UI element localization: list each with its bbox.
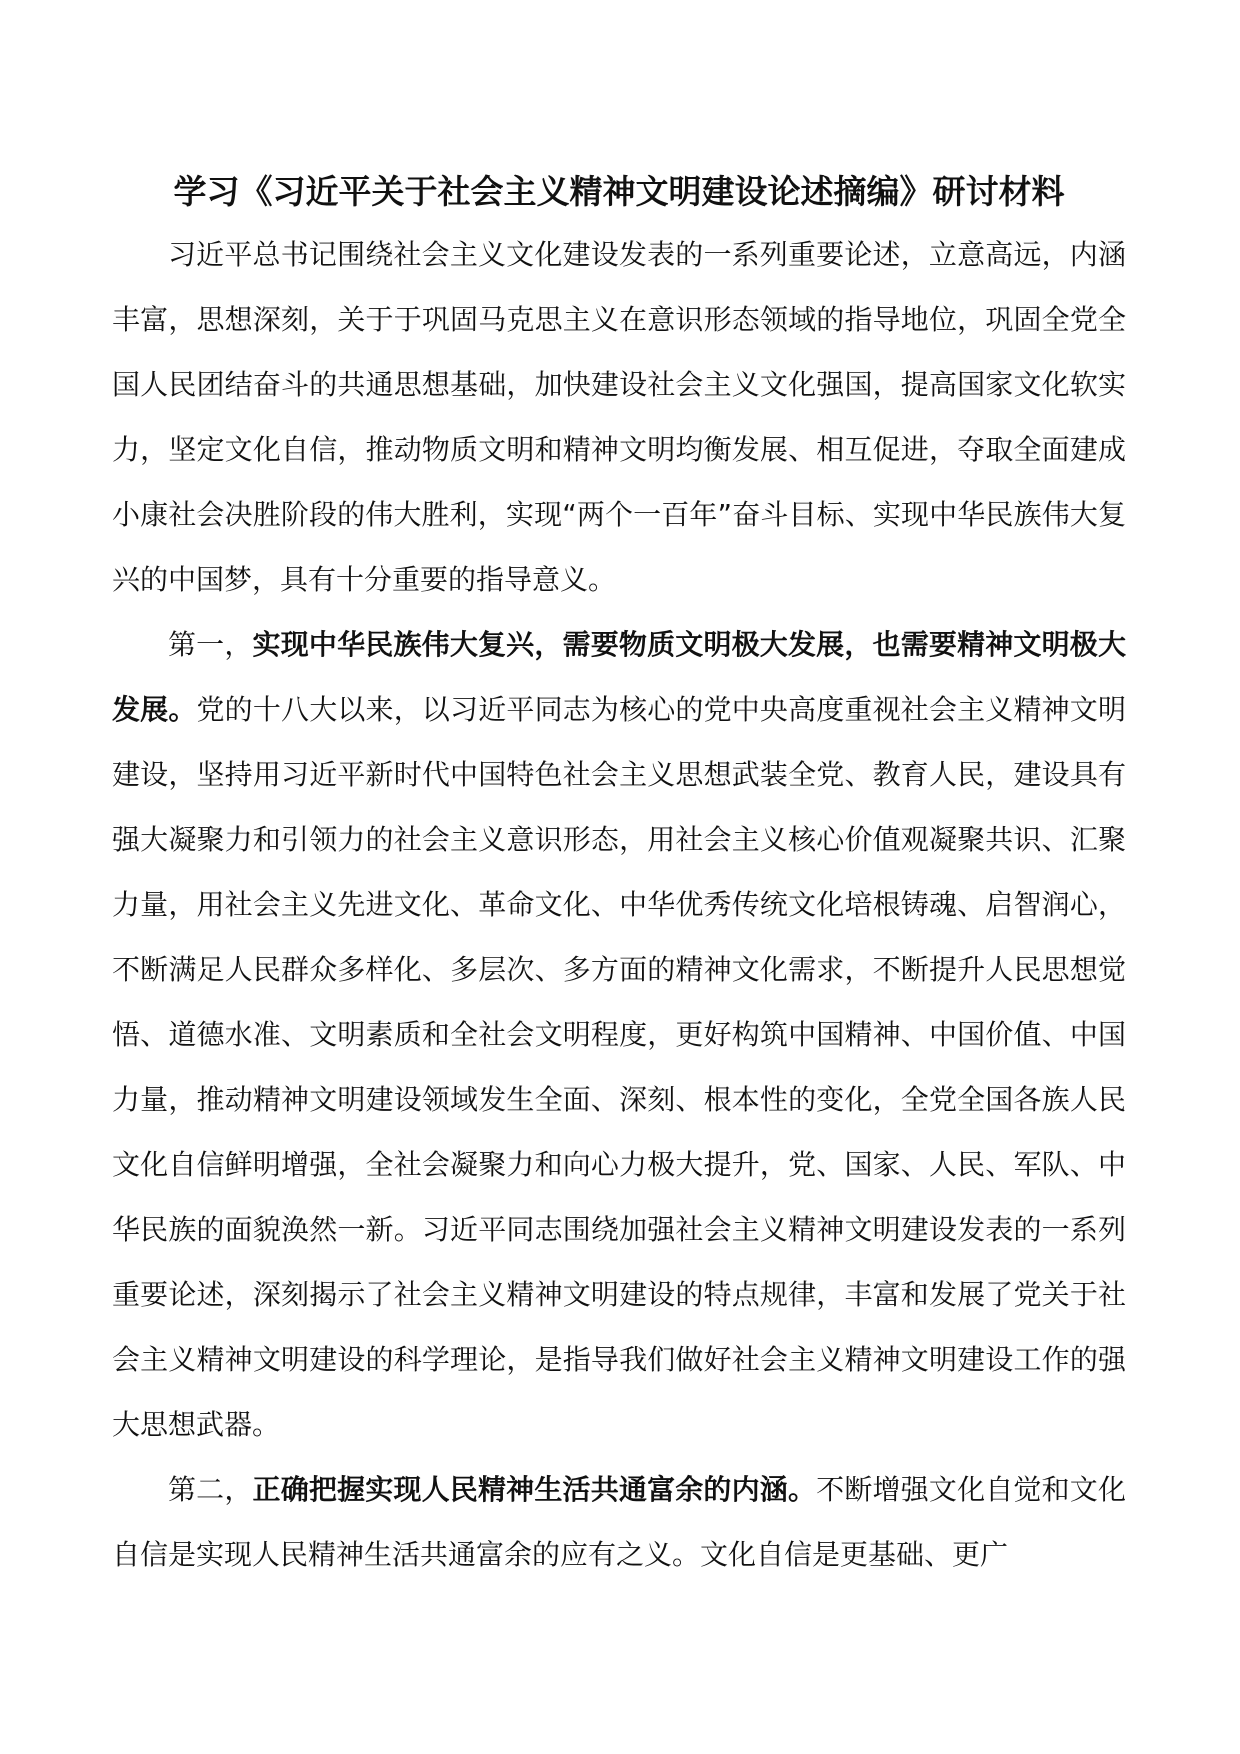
paragraph-text: 党的十八大以来，以习近平同志为核心的党中央高度重视社会主义精神文明建设，坚持用习近平新时代中国特色社会主义思想武装全党、教育人民，建设具有强大凝聚力和引领力的社会主义意识形态，用社会主义核心价值观凝聚共识、汇聚力量，用社会主义先进文化、革命文化、中华优秀传统文化培根铸魂、启智润心，不断满足人民群众多样化、多层次、多方面的精神文化需求，不断提升人民思想觉悟、道德水准、文明素质和全社会文明程度，更好构筑中国精神、中国价值、中国力量，推动精神文明建设领域发生全面、深刻、根本性的变化，全党全国各族人民文化自信鲜明增强，全社会凝聚力和向心力极大提升，党、国家、人民、军队、中华民族的面貌涣然一新。习近平同志围绕加强社会主义精神文明建设发表的一系列重要论述，深刻揭示了社会主义精神文明建设的特点规律，丰富和发展了党关于社会主义精神文明建设的科学理论，是指导我们做好社会主义精神文明建设工作的强大思想武器。 [112,693,1126,1441]
paragraph-first [112,612,1126,1457]
paragraph-second [112,1457,1126,1587]
document-title: 学习《习近平关于社会主义精神文明建设论述摘编》研讨材料 [173,172,1065,211]
paragraph-text: 不断增强文化自觉和文化自信是实现人民精神生活共通富余的应有之义。文化自信是更基础、更广 [112,1473,1126,1571]
paragraph-intro [112,222,1126,612]
paragraph-prefix: 第一， [168,628,253,661]
paragraph-text: 习近平总书记围绕社会主义文化建设发表的一系列重要论述，立意高远，内涵丰富，思想深刻，关于于巩固马克思主义在意识形态领域的指导地位，巩固全党全国人民团结奋斗的共通思想基础，加快建设社会主义文化强国，提高国家文化软实力，坚定文化自信，推动物质文明和精神文明均衡发展、相互促进，夺取全面建成小康社会决胜阶段的伟大胜利，实现“两个一百年”奋斗目标、实现中华民族伟大复兴的中国梦，具有十分重要的指导意义。 [112,238,1126,596]
document-body [112,170,1126,1587]
paragraph-prefix: 第二， [168,1473,253,1506]
paragraph-lead: 实现中华民族伟大复兴，需要物质文明极大发展，也需要精神文明极大发展。 [112,628,1126,726]
paragraph-lead: 正确把握实现人民精神生活共通富余的内涵。 [252,1473,817,1506]
